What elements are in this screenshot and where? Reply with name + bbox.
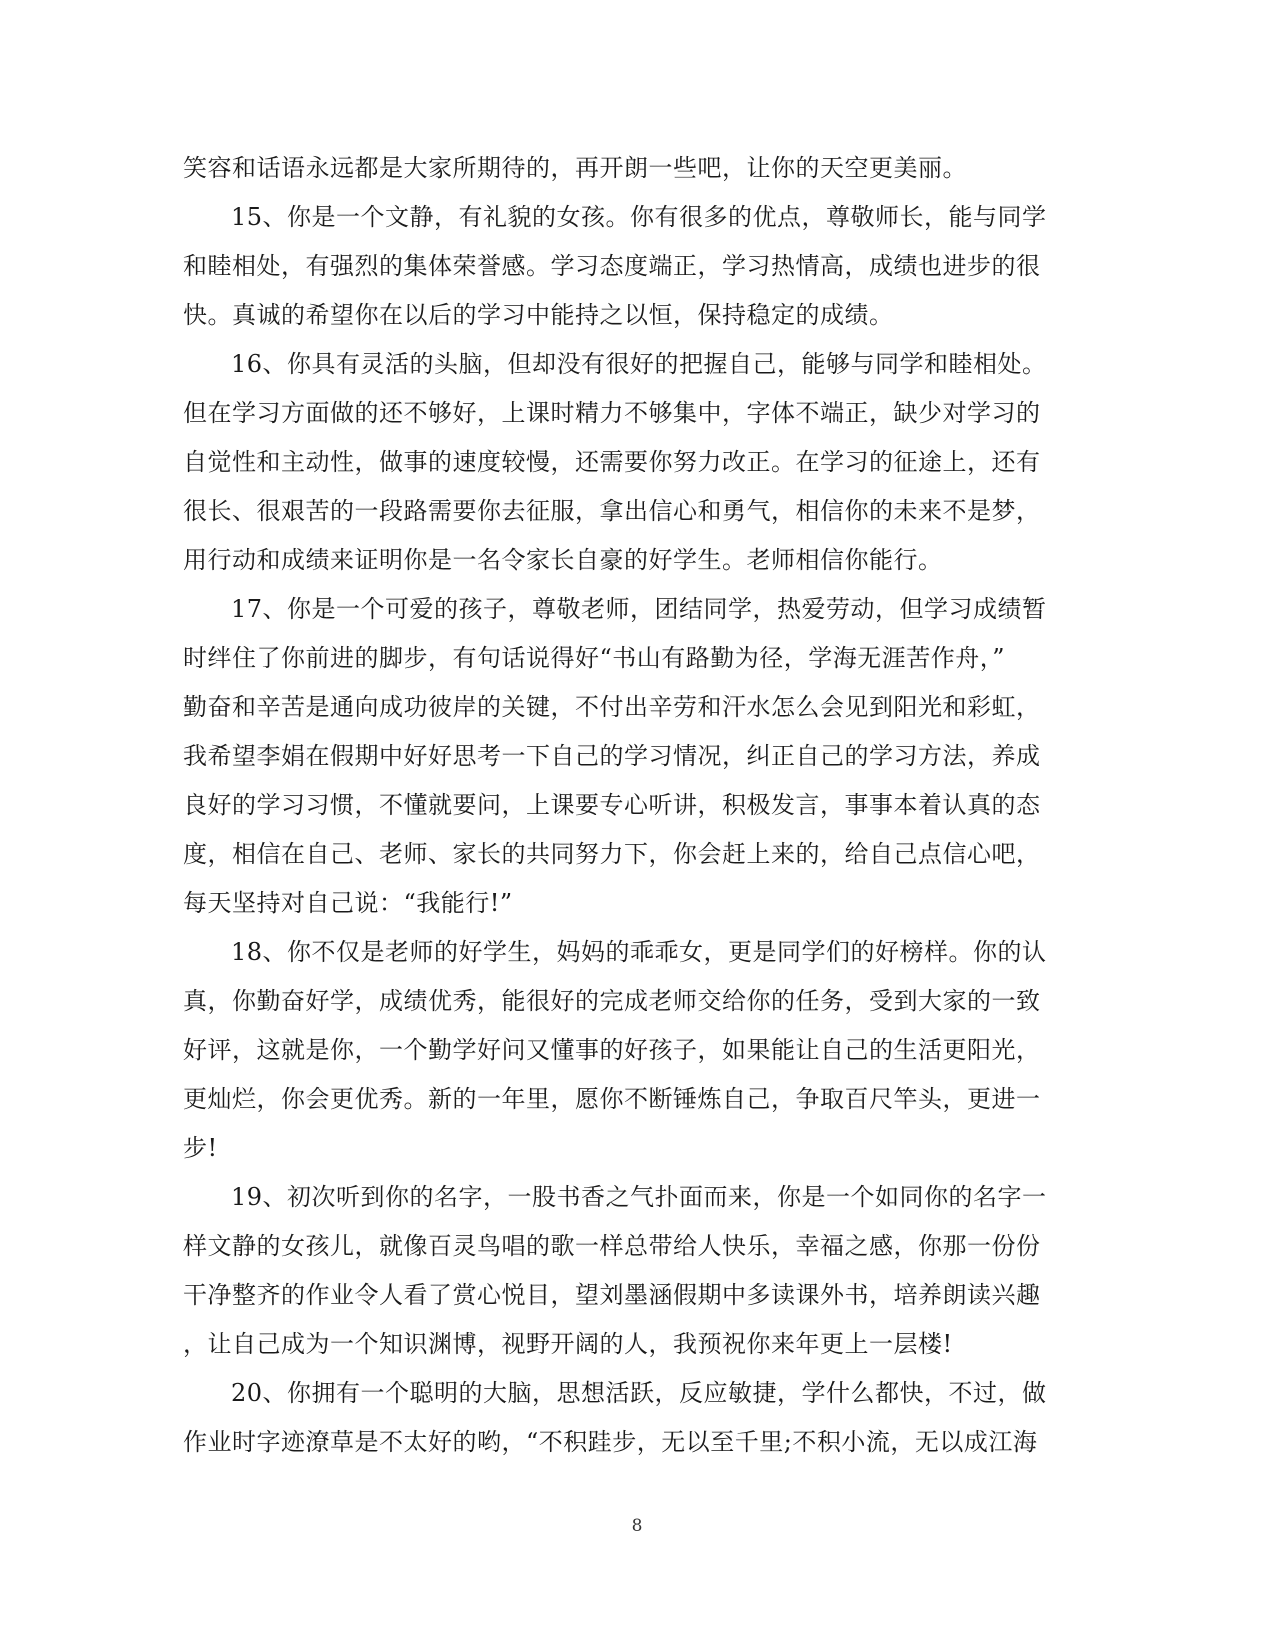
- page-number: 8: [631, 1516, 643, 1536]
- text-line: 度，相信在自己、老师、家长的共同努力下，你会赶上来的，给自己点信心吧，: [183, 840, 1041, 868]
- text-line: 步!: [183, 1134, 218, 1162]
- text-line: 17、你是一个可爱的孩子，尊敬老师，团结同学，热爱劳动，但学习成绩暂: [231, 595, 1047, 623]
- text-line: ，让自己成为一个知识渊博，视野开阔的人，我预祝你来年更上一层楼!: [183, 1330, 953, 1358]
- text-line: 更灿烂，你会更优秀。新的一年里，愿你不断锤炼自己，争取百尺竿头，更进一: [183, 1085, 1041, 1113]
- text-line: 用行动和成绩来证明你是一名令家长自豪的好学生。老师相信你能行。: [183, 546, 943, 574]
- text-line: 15、你是一个文静，有礼貌的女孩。你有很多的优点，尊敬师长，能与同学: [231, 203, 1047, 231]
- text-line: 自觉性和主动性，做事的速度较慢，还需要你努力改正。在学习的征途上，还有: [183, 448, 1041, 476]
- text-line: 我希望李娟在假期中好好思考一下自己的学习情况，纠正自己的学习方法，养成: [183, 742, 1041, 770]
- text-line: 19、初次听到你的名字，一股书香之气扑面而来，你是一个如同你的名字一: [231, 1183, 1047, 1211]
- text-line: 真，你勤奋好学，成绩优秀，能很好的完成老师交给你的任务，受到大家的一致: [183, 987, 1041, 1015]
- text-line: 很长、很艰苦的一段路需要你去征服，拿出信心和勇气，相信你的未来不是梦，: [183, 497, 1041, 525]
- text-line: 作业时字迹潦草是不太好的哟，“不积跬步，无以至千里;不积小流，无以成江海: [183, 1428, 1038, 1456]
- text-line: 每天坚持对自己说：“我能行!”: [183, 889, 513, 917]
- text-line: 干净整齐的作业令人看了赏心悦目，望刘墨涵假期中多读课外书，培养朗读兴趣: [183, 1281, 1041, 1309]
- text-line: 18、你不仅是老师的好学生，妈妈的乖乖女，更是同学们的好榜样。你的认: [231, 938, 1047, 966]
- text-line: 良好的学习习惯，不懂就要问，上课要专心听讲，积极发言，事事本着认真的态: [183, 791, 1041, 819]
- text-line: 但在学习方面做的还不够好，上课时精力不够集中，字体不端正，缺少对学习的: [183, 399, 1041, 427]
- body-text: [183, 144, 1083, 1467]
- text-line: 勤奋和辛苦是通向成功彼岸的关键，不付出辛劳和汗水怎么会见到阳光和彩虹，: [183, 693, 1041, 721]
- text-line: 笑容和话语永远都是大家所期待的，再开朗一些吧，让你的天空更美丽。: [183, 154, 967, 182]
- text-line: 和睦相处，有强烈的集体荣誉感。学习态度端正，学习热情高，成绩也进步的很: [183, 252, 1041, 280]
- text-line: 快。真诚的希望你在以后的学习中能持之以恒，保持稳定的成绩。: [183, 301, 894, 329]
- text-line: 20、你拥有一个聪明的大脑，思想活跃，反应敏捷，学什么都快，不过，做: [231, 1379, 1047, 1407]
- text-line: 样文静的女孩儿，就像百灵鸟唱的歌一样总带给人快乐，幸福之感，你那一份份: [183, 1232, 1041, 1260]
- text-line: 16、你具有灵活的头脑，但却没有很好的把握自己，能够与同学和睦相处。: [231, 350, 1047, 378]
- text-line: 时绊住了你前进的脚步，有句话说得好“书山有路勤为径，学海无涯苦作舟，”: [183, 644, 1006, 672]
- text-line: 好评，这就是你，一个勤学好问又懂事的好孩子，如果能让自己的生活更阳光，: [183, 1036, 1041, 1064]
